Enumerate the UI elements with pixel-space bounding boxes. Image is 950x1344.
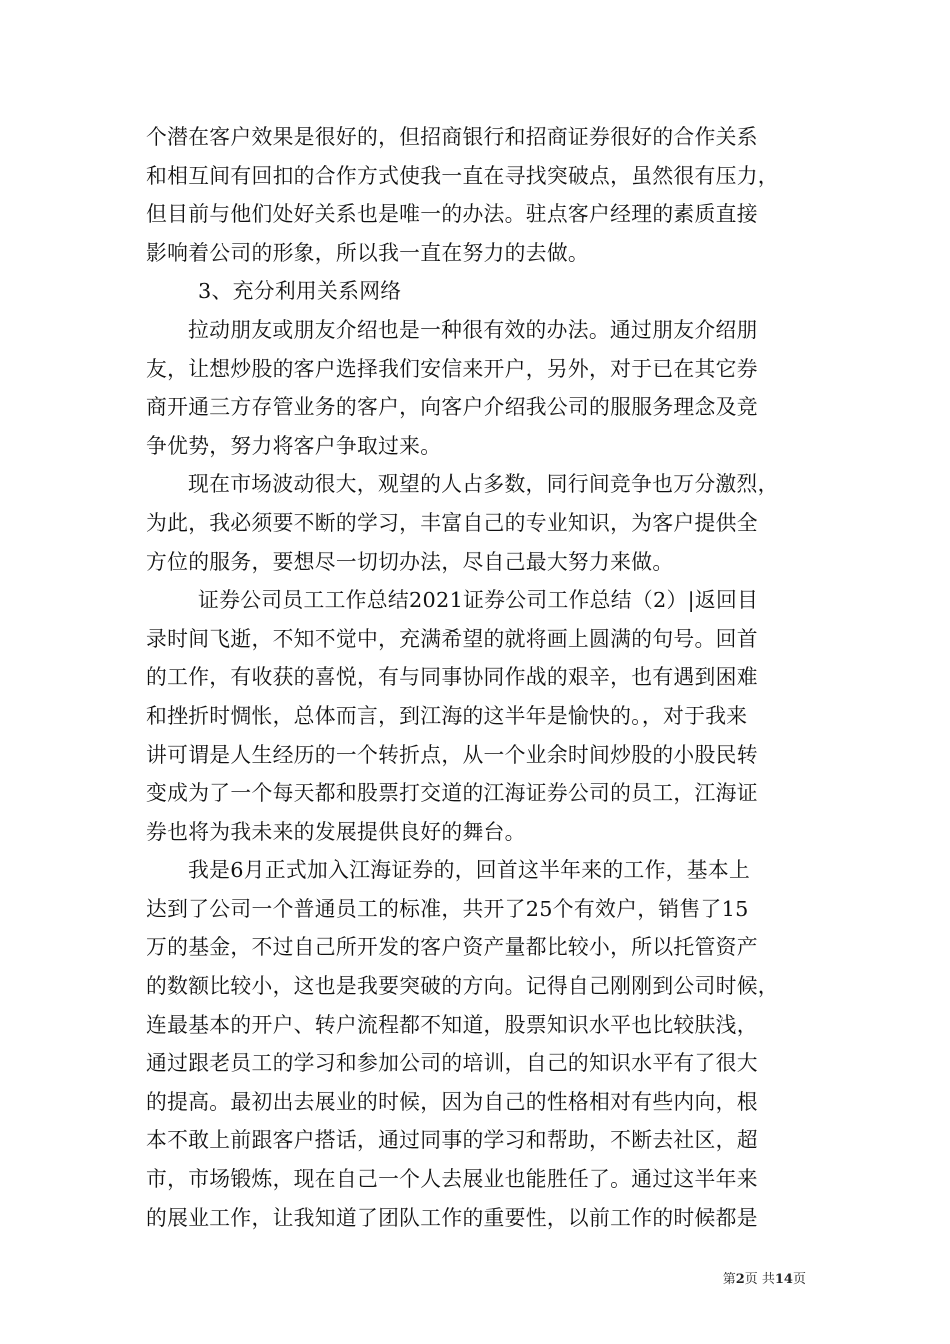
- text-line: 友，让想炒股的客户选择我们安信来开户，另外，对于已在其它券: [146, 356, 758, 381]
- text-line: 但目前与他们处好关系也是唯一的办法。驻点客户经理的素质直接: [146, 202, 758, 227]
- text-line: 市，市场锻炼，现在自己一个人去展业也能胜任了。通过这半年来: [146, 1167, 758, 1192]
- text-line: 券也将为我未来的发展提供良好的舞台。: [146, 819, 526, 844]
- text-line: 和相互间有回扣的合作方式使我一直在寻找突破点，虽然很有压力，: [146, 163, 779, 188]
- text-line: 讲可谓是人生经历的一个转折点，从一个业余时间炒股的小股民转: [146, 742, 758, 767]
- text-line: 现在市场波动很大，观望的人占多数，同行间竞争也万分激烈，: [188, 472, 779, 497]
- footer-page-number: 2: [735, 1272, 745, 1287]
- footer-total-pages: 14: [774, 1272, 793, 1287]
- text-line: 本不敢上前跟客户搭话，通过同事的学习和帮助，不断去社区，超: [146, 1128, 758, 1153]
- text-line: 变成为了一个每天都和股票打交道的江海证券公司的员工，江海证: [146, 781, 758, 806]
- text-line: 争优势，努力将客户争取过来。: [146, 433, 442, 458]
- text-line: 达到了公司一个普通员工的标准，共开了25个有效户，销售了15: [146, 896, 749, 921]
- text-line: 证券公司员工工作总结2021证券公司工作总结（2）|返回目: [198, 588, 759, 613]
- text-line: 商开通三方存管业务的客户，向客户介绍我公司的服服务理念及竞: [146, 395, 758, 420]
- text-line: 的工作，有收获的喜悦，有与同事协同作战的艰辛，也有遇到困难: [146, 665, 758, 690]
- text-line: 的提高。最初出去展业的时候，因为自己的性格相对有些内向，根: [146, 1089, 758, 1114]
- footer-suffix: 页: [792, 1272, 806, 1287]
- text-line: 的数额比较小，这也是我要突破的方向。记得自己刚刚到公司时候，: [146, 974, 779, 999]
- footer-middle: 页 共: [744, 1272, 775, 1287]
- text-line: 的展业工作，让我知道了团队工作的重要性，以前工作的时候都是: [146, 1205, 758, 1230]
- text-line: 录时间飞逝，不知不觉中，充满希望的就将画上圆满的句号。回首: [146, 626, 758, 651]
- text-line: 我是6月正式加入江海证券的，回首这半年来的工作，基本上: [188, 858, 751, 883]
- text-line: 3、充分利用关系网络: [198, 279, 402, 304]
- document-body: [146, 118, 811, 1237]
- text-line: 万的基金，不过自己所开发的客户资产量都比较小，所以托管资产: [146, 935, 758, 960]
- text-line: 方位的服务，要想尽一切切办法，尽自己最大努力来做。: [146, 549, 674, 574]
- text-line: 连最基本的开户、转户流程都不知道，股票知识水平也比较肤浅，: [146, 1012, 758, 1037]
- text-line: 通过跟老员工的学习和参加公司的培训，自己的知识水平有了很大: [146, 1051, 758, 1076]
- page-footer: [0, 1268, 950, 1287]
- text-line: 影响着公司的形象，所以我一直在努力的去做。: [146, 240, 590, 265]
- text-line: 和挫折时惆怅，总体而言，到江海的这半年是愉快的。，对于我来: [146, 703, 748, 728]
- text-line: 为此，我必须要不断的学习，丰富自己的专业知识，为客户提供全: [146, 510, 758, 535]
- footer-prefix: 第: [722, 1272, 736, 1287]
- text-line: 拉动朋友或朋友介绍也是一种很有效的办法。通过朋友介绍朋: [188, 317, 758, 342]
- text-line: 个潜在客户效果是很好的，但招商银行和招商证券很好的合作关系: [146, 125, 758, 149]
